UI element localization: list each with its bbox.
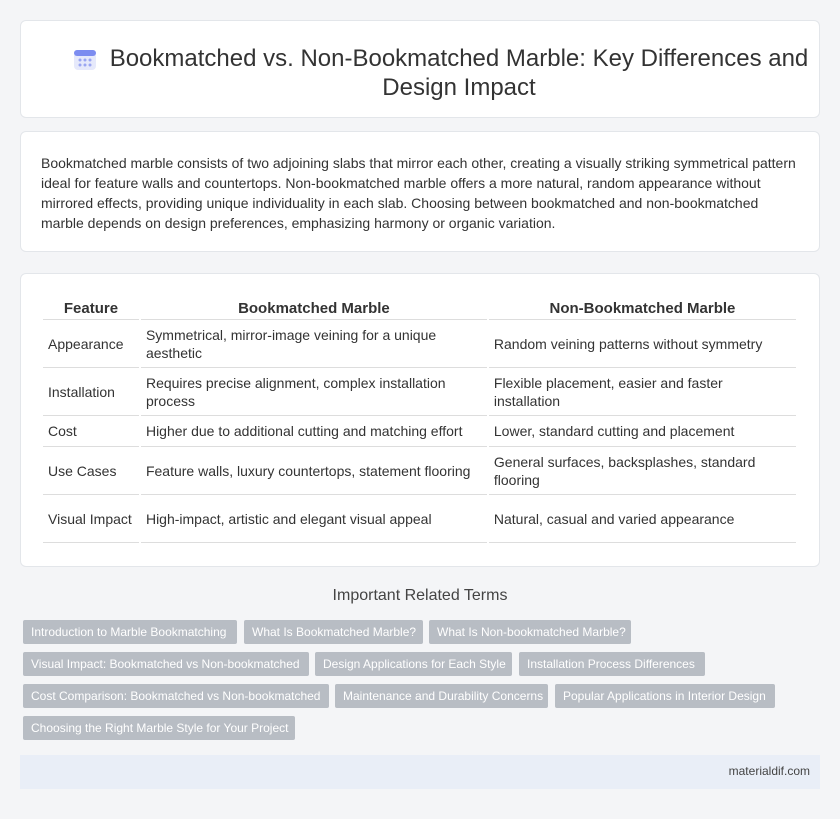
table-row bbox=[43, 320, 796, 368]
header-feature: Feature bbox=[43, 295, 139, 320]
related-term-link[interactable]: Visual Impact: Bookmatched vs Non-bookmatched bbox=[23, 652, 309, 676]
table-cell: Appearance bbox=[43, 320, 139, 368]
table-cell: Natural, casual and varied appearance bbox=[489, 495, 796, 543]
related-term-link[interactable]: Cost Comparison: Bookmatched vs Non-bookmatched bbox=[23, 684, 329, 708]
related-term-link[interactable]: Maintenance and Durability Concerns bbox=[335, 684, 548, 708]
calendar-grid-icon bbox=[72, 46, 98, 72]
related-term-link[interactable]: Introduction to Marble Bookmatching bbox=[23, 620, 237, 644]
table-cell: Feature walls, luxury countertops, statement flooring bbox=[141, 447, 487, 495]
table-row bbox=[43, 368, 796, 416]
page-title: Bookmatched vs. Non-Bookmatched Marble: Key Differences and Design Impact bbox=[109, 45, 809, 101]
related-term-link[interactable]: What Is Non-bookmatched Marble? bbox=[429, 620, 631, 644]
intro-text: Bookmatched marble consists of two adjoining slabs that mirror each other, creating a visually striking symmetrical pattern ideal for feature walls and countertops. Non-bookmatched marble offers a more natural, random appearance without mirrored effects, providing unique individuality in each slab. Choosing between bookmatched and non-bookmatched marble depends on design preferences, emphasizing harmony or organic variation. bbox=[41, 155, 796, 231]
table-cell: Visual Impact bbox=[43, 495, 139, 543]
table-cell: Lower, standard cutting and placement bbox=[489, 416, 796, 447]
table-row bbox=[43, 495, 796, 543]
table-cell: High-impact, artistic and elegant visual appeal bbox=[141, 495, 487, 543]
table-cell: Cost bbox=[43, 416, 139, 447]
table-cell: Symmetrical, mirror-image veining for a unique aesthetic bbox=[141, 320, 487, 368]
related-terms-title: Important Related Terms bbox=[332, 587, 508, 604]
table-cell: Higher due to additional cutting and matching effort bbox=[141, 416, 487, 447]
header-non-bookmatched: Non-Bookmatched Marble bbox=[489, 295, 796, 320]
table-cell: Use Cases bbox=[43, 447, 139, 495]
related-term-link[interactable]: Design Applications for Each Style bbox=[315, 652, 512, 676]
header-bookmatched: Bookmatched Marble bbox=[141, 295, 487, 320]
related-term-link[interactable]: Popular Applications in Interior Design bbox=[555, 684, 775, 708]
comparison-card bbox=[20, 273, 820, 567]
table-cell: Flexible placement, easier and faster installation bbox=[489, 368, 796, 416]
table-cell: Requires precise alignment, complex installation process bbox=[141, 368, 487, 416]
table-cell: General surfaces, backsplashes, standard flooring bbox=[489, 447, 796, 495]
table-cell: Installation bbox=[43, 368, 139, 416]
related-term-link[interactable]: Installation Process Differences bbox=[519, 652, 705, 676]
table-row bbox=[43, 447, 796, 495]
table-header-row bbox=[43, 295, 796, 320]
intro-card bbox=[20, 131, 820, 252]
title-card bbox=[20, 20, 820, 118]
footer-site-link[interactable]: materialdif.com bbox=[728, 764, 810, 778]
table-cell: Random veining patterns without symmetry bbox=[489, 320, 796, 368]
table-row bbox=[43, 416, 796, 447]
footer bbox=[20, 755, 820, 789]
related-term-link[interactable]: Choosing the Right Marble Style for Your Project bbox=[23, 716, 295, 740]
related-term-link[interactable]: What Is Bookmatched Marble? bbox=[244, 620, 423, 644]
comparison-table bbox=[41, 295, 798, 543]
